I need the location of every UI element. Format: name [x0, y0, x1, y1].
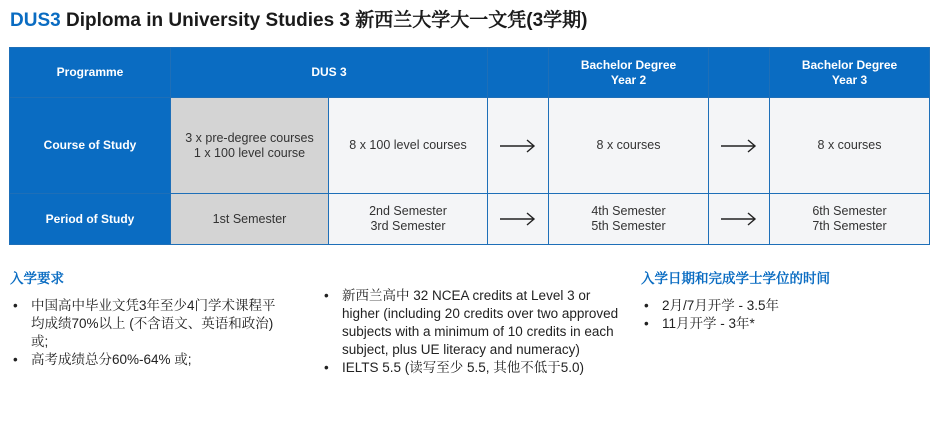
header-spacer	[488, 48, 549, 98]
period-cell-year2	[549, 194, 709, 245]
course-cell-year2: 8 x courses	[549, 98, 709, 194]
header-dus3: DUS 3	[171, 48, 488, 98]
period-cell-year3	[770, 194, 930, 245]
list-item: • 2月/7月开学 - 3.5年	[641, 297, 921, 315]
header-programme: Programme	[10, 48, 171, 98]
timeline-heading: 入学日期和完成学士学位的时间	[641, 271, 830, 286]
row-label-course: Course of Study	[10, 98, 171, 194]
course-cell-dus3-sem2: 8 x 100 level courses	[329, 98, 488, 194]
course-line: 3 x pre-degree courses	[185, 130, 314, 145]
list-item: • IELTS 5.5 (读写至少 5.5, 其他不低于5.0)	[321, 359, 621, 377]
page-title	[10, 5, 588, 32]
row-label-period: Period of Study	[10, 194, 171, 245]
list-item: • 高考成绩总分60%-64% 或;	[10, 351, 288, 369]
period-line: 6th Semester	[812, 204, 887, 218]
course-cell-dus3-sem1	[171, 98, 329, 194]
header-year2-label: Bachelor Degree Year 2	[580, 57, 677, 87]
header-year2	[549, 48, 709, 98]
right-arrow-icon	[709, 212, 769, 226]
period-line: 5th Semester	[591, 219, 666, 233]
header-spacer	[709, 48, 770, 98]
period-line: 3rd Semester	[370, 219, 446, 233]
arrow-cell	[709, 98, 770, 194]
program-title-text: Diploma in University Studies 3 新西兰大学大一文凭(3学期)	[65, 10, 588, 31]
course-of-study-row	[10, 98, 930, 194]
timeline-list	[641, 297, 921, 333]
right-arrow-icon	[488, 212, 548, 226]
header-year3-label: Bachelor Degree Year 3	[801, 57, 898, 87]
arrow-cell	[709, 194, 770, 245]
right-arrow-icon	[488, 139, 548, 153]
list-item: • 新西兰高中 32 NCEA credits at Level 3 or higher (including 20 credits over two approved subjects with a minimum of 10 credits in each subject, plus UE literacy and numeracy)	[321, 287, 621, 359]
header-year3	[770, 48, 930, 98]
list-item: • 11月开学 - 3年*	[641, 315, 921, 333]
period-of-study-row	[10, 194, 930, 245]
list-item: • 中国高中毕业文凭3年至少4门学术课程平均成绩70%以上 (不含语文、英语和政治) 或;	[10, 297, 288, 351]
requirements-list-left	[10, 297, 288, 369]
requirements-list-middle	[321, 287, 621, 377]
requirements-heading: 入学要求	[10, 271, 64, 286]
arrow-cell	[488, 98, 549, 194]
period-cell-dus3-sem2	[329, 194, 488, 245]
period-cell-dus3-sem1: 1st Semester	[171, 194, 329, 245]
arrow-cell	[488, 194, 549, 245]
programme-table	[9, 47, 930, 245]
program-code: DUS3	[10, 10, 61, 31]
period-line: 4th Semester	[591, 204, 666, 218]
table-header-row	[10, 48, 930, 98]
period-line: 2nd Semester	[369, 204, 447, 218]
course-line: 1 x 100 level course	[193, 145, 306, 160]
period-line: 7th Semester	[812, 219, 887, 233]
right-arrow-icon	[709, 139, 769, 153]
course-cell-year3: 8 x courses	[770, 98, 930, 194]
